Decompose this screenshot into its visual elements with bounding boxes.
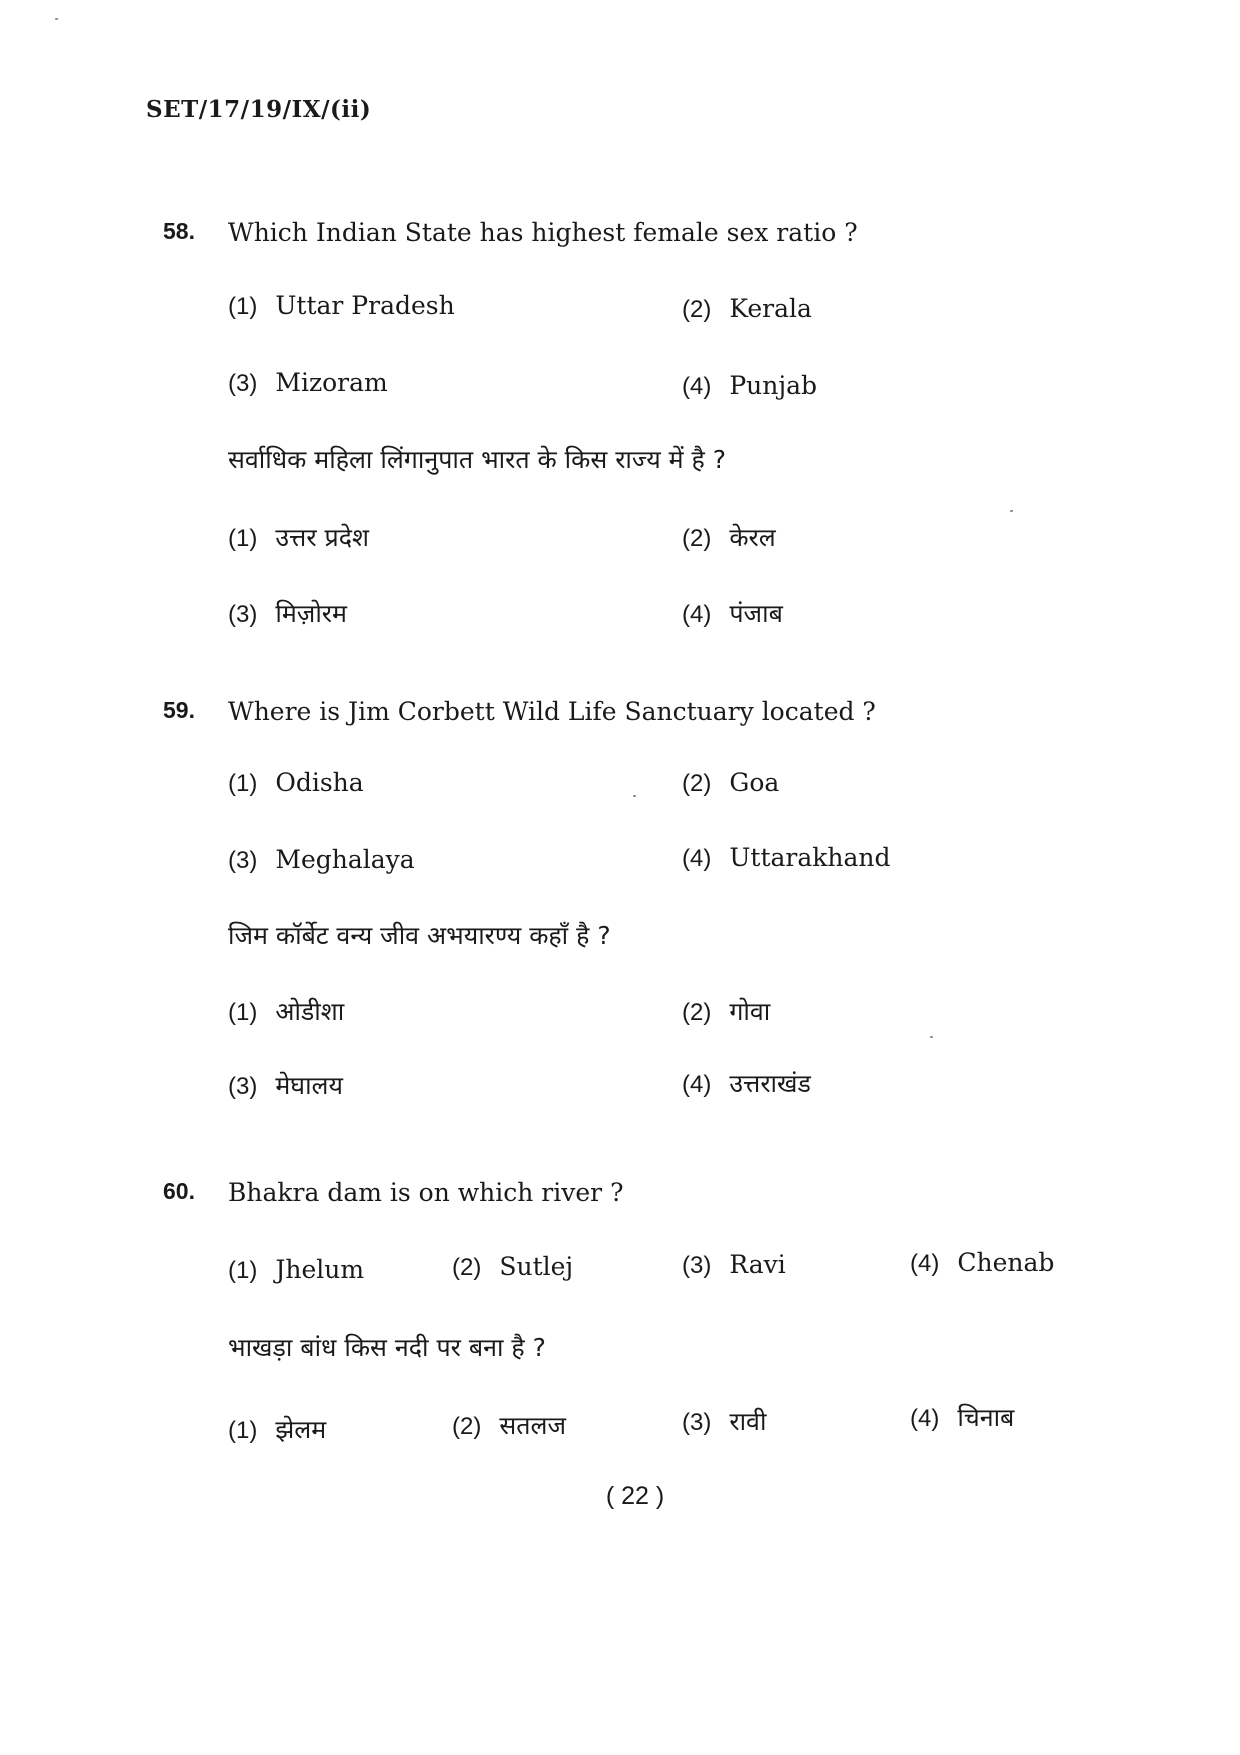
option-hi-4: (4) उत्तराखंड (682, 1069, 811, 1098)
option-hi-2: (2) केरल (682, 523, 776, 552)
option-en-1: (1) Odisha (228, 768, 364, 797)
question-number: 58. (163, 218, 195, 244)
question-text-hi: सर्वाधिक महिला लिंगानुपात भारत के किस राज्य में है ? (228, 445, 727, 474)
option-hi-3: (3) मिज़ोरम (228, 599, 347, 628)
option-hi-3: (3) मेघालय (228, 1071, 343, 1100)
scan-speck (55, 18, 58, 20)
option-hi-1: (1) ओडीशा (228, 997, 345, 1026)
option-en-2: (2) Goa (682, 768, 780, 797)
option-en-2: (2) Kerala (682, 294, 812, 323)
question-text-en: Where is Jim Corbett Wild Life Sanctuary located ? (228, 697, 876, 726)
option-hi-2: (2) गोवा (682, 997, 771, 1026)
option-en-2: (2) Sutlej (452, 1252, 574, 1281)
page-number: ( 22 ) (605, 1482, 665, 1510)
option-en-3: (3) Meghalaya (228, 845, 415, 874)
scan-speck (633, 795, 636, 797)
question-text-hi: जिम कॉर्बेट वन्य जीव अभयारण्य कहाँ है ? (228, 921, 611, 950)
question-text-hi: भाखड़ा बांध किस नदी पर बना है ? (228, 1333, 546, 1362)
question-text-en: Which Indian State has highest female sex ratio ? (228, 218, 858, 247)
option-hi-1: (1) उत्तर प्रदेश (228, 523, 369, 552)
option-en-1: (1) Uttar Pradesh (228, 291, 455, 320)
option-en-1: (1) Jhelum (228, 1255, 365, 1284)
question-number: 59. (163, 697, 195, 723)
option-hi-3: (3) रावी (682, 1407, 767, 1436)
option-hi-1: (1) झेलम (228, 1415, 327, 1444)
option-en-4: (4) Punjab (682, 371, 818, 400)
scan-speck (930, 1036, 933, 1038)
option-en-3: (3) Mizoram (228, 368, 388, 397)
option-en-3: (3) Ravi (682, 1250, 786, 1279)
scan-speck (1010, 510, 1013, 512)
question-number: 60. (163, 1178, 195, 1204)
option-hi-4: (4) चिनाब (910, 1403, 1015, 1432)
question-text-en: Bhakra dam is on which river ? (228, 1178, 624, 1207)
paper-code: SET/17/19/IX/(ii) (146, 96, 372, 123)
option-hi-2: (2) सतलज (452, 1411, 566, 1440)
option-en-4: (4) Uttarakhand (682, 843, 891, 872)
option-hi-4: (4) पंजाब (682, 599, 783, 628)
option-en-4: (4) Chenab (910, 1248, 1055, 1277)
